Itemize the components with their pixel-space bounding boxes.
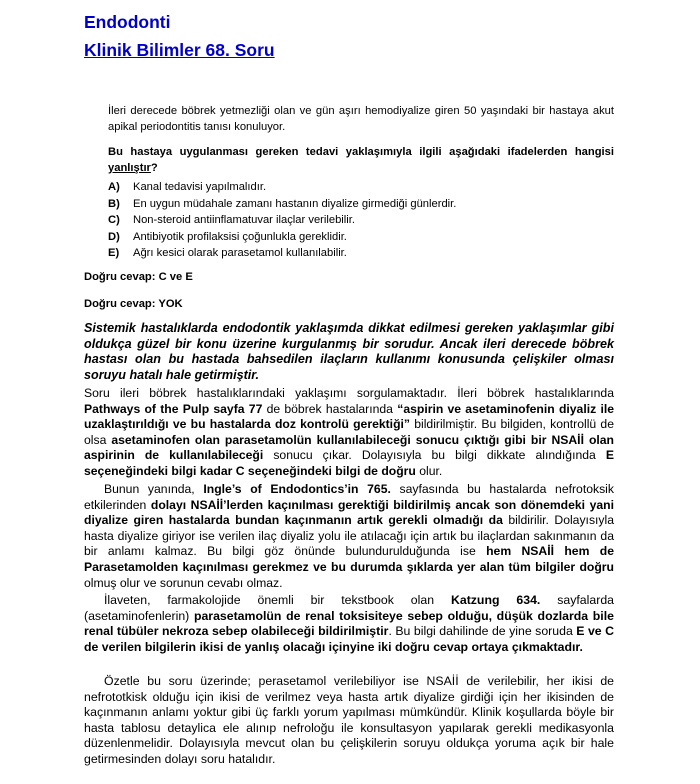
p3-text: sayfalarda (asetaminofenlerin) [84,593,614,623]
option-b [108,196,614,213]
explanation-paragraph-1 [84,386,614,480]
explanation-intro: Sistemik hastalıklarda endodontik yaklaşımda dikkat edilmesi gereken yaklaşımlar gibi oldukça güzel bir konu üzerine kurgulanmış bir sorudur. Ancak ileri derecede böbrek hastası olan bu hastada bahsedilen ilaçların kullanımı konusunda çelişkiler olması soruyu hatalı hale getirmiştir. [84,321,614,382]
correct-answer-proposed: Doğru cevap: YOK [84,298,183,310]
section-title: Endodonti [84,12,171,32]
explanation-summary: Özetle bu soru üzerinde; perasetamol verilebiliyor ise NSAİİ de verilebilir, her ikisi de nefrototkisk olduğu için ikisi de verilmez veya hasta artık diyalize girdiği için her ikisinden de kaçınmanın anlamı yoktur gibi üç farklı yorum yapılması mümkündür. Klinik koşullarda böyle bir hasta tablosu detaylica ele alınıp nefroloğu ile konsultasyon yapılarak gerekli medikasyonla düzenlenmelidir. Dolayısıyla mevcut olan bu çelişkilerin soruyu oldukça yoruma açık bir hale getirmesinden dolayı soru hatalıdır. [84,674,614,766]
option-text: Ağrı kesici olarak parasetamol kullanılabilir. [133,247,347,260]
p2-text: olmuş olur ve sorunun cevabı olmaz. [84,575,283,590]
p2-emphasis: dolayı NSAİİ’lerden kaçınılması gerektiği bildirilmiş ancak son dönemdeki yani diyalize giren hastalarda bundan kaçınmanın artık gerekli olmadığı da [84,497,615,528]
p1-conclusion: E seçeneğindeki bilgi kadar C seçeneğindeki bilgi de doğru [84,448,614,478]
option-text: Kanal tedavisi yapılmalıdır. [133,181,267,193]
p2-source: Ingle’s of Endodontics’in 765. [203,482,391,496]
p1-text: bildirilmiştir. Bu bilgiden, kontrollü de olsa [84,417,614,447]
explanation-paragraph-3 [84,593,614,655]
question-stem: İleri derecede böbrek yetmezliği olan ve gün aşırı hemodiyalize giren 50 yaşındaki bir hastaya akut apikal periodontitis tanısı konuluyor. [108,105,614,133]
p1-emphasis: asetaminofen olan parasetamolün kullanılabileceği sonucu çıktığı gibi bir NSAİİ olan aspirinin de kullanılabileceği [84,432,614,463]
p2-text: Bunun yanında, [104,482,204,496]
p1-text: de böbrek hastalarında [262,401,398,416]
option-a [108,179,614,196]
p2-text: sayfasında bu hastalarda nefrotoksik etkilerinden [84,482,614,512]
p1-text: Soru ileri böbrek hastalıklarındaki yaklaşımı sorgulamaktadır. İleri böbrek hastalıklarında [84,386,614,400]
p2-text: bildirilir. Dolayısıyla hasta diyalize giriyor ise verilen ilaç diyaliz yolu ile atılacağı için artık bu ilaçlardan sakınmanın da bir anlamı kalmaz. Bu bilgi göz önünde bulundurulduğunda ise [84,513,615,559]
p3-emphasis: parasetamolün de renal toksisiteye sebep olduğu, düşük dozlarda bile renal tübüler nekroza sebep olabileceği bildirilmiştir [84,608,614,639]
option-letter: E) [108,247,120,260]
option-d [108,229,614,246]
option-letter: A) [108,181,120,193]
question-prompt [108,145,614,176]
option-letter: D) [108,230,120,243]
option-c [108,212,614,229]
option-e [108,245,614,262]
p1-quote: “aspirin ve asetaminofenin diyaliz ile uzaklaştırıldığı ve bu hastalarda doz kontrolü gerektiği” [84,401,614,432]
option-letter: C) [108,214,120,227]
correct-answer-official: Doğru cevap: C ve E [84,271,193,283]
option-text: En uygun müdahale zamanı hastanın diyalize girmediği günlerdir. [133,197,457,210]
p3-conclusion: E ve C de verilen bilgilerin ikisi de yanlış olacağı içinyine iki doğru cevap ortaya çıkmaktadır. [84,624,615,654]
p3-text: İlaveten, farmakolojide önemli bir tekstbook olan [104,593,451,607]
p3-text: . Bu bilgi dahilinde de yine soruda [388,624,577,639]
option-text: Antibiyotik profilaksisi çoğunlukla gereklidir. [133,230,347,243]
question-prompt-underlined: yanlıştır [108,161,151,174]
option-text: Non-steroid antiinflamatuvar ilaçlar verilebilir. [133,214,355,227]
p3-source: Katzung 634. [450,593,541,607]
question-title-link[interactable]: Klinik Bilimler 68. Soru [84,40,275,60]
p1-source: Pathways of the Pulp sayfa 77 [84,401,263,416]
p1-text: sonucu çıkar. Dolayısıyla bu bilgi dikkate alındığında [263,448,606,463]
p2-conclusion: hem NSAİİ hem de Parasetamolden kaçınılması gerekmez ve bu durumda şıklarda yer alan tüm bilgiler doğru [84,544,614,574]
question-prompt-text: Bu hastaya uygulanması gereken tedavi yaklaşımıyla ilgili aşağıdaki ifadelerden hangisi [108,146,614,158]
p1-text: olur. [415,463,443,478]
explanation-paragraph-2 [84,482,614,591]
option-letter: B) [108,197,120,210]
question-prompt-end: ? [150,161,158,174]
answer-options [108,179,614,262]
